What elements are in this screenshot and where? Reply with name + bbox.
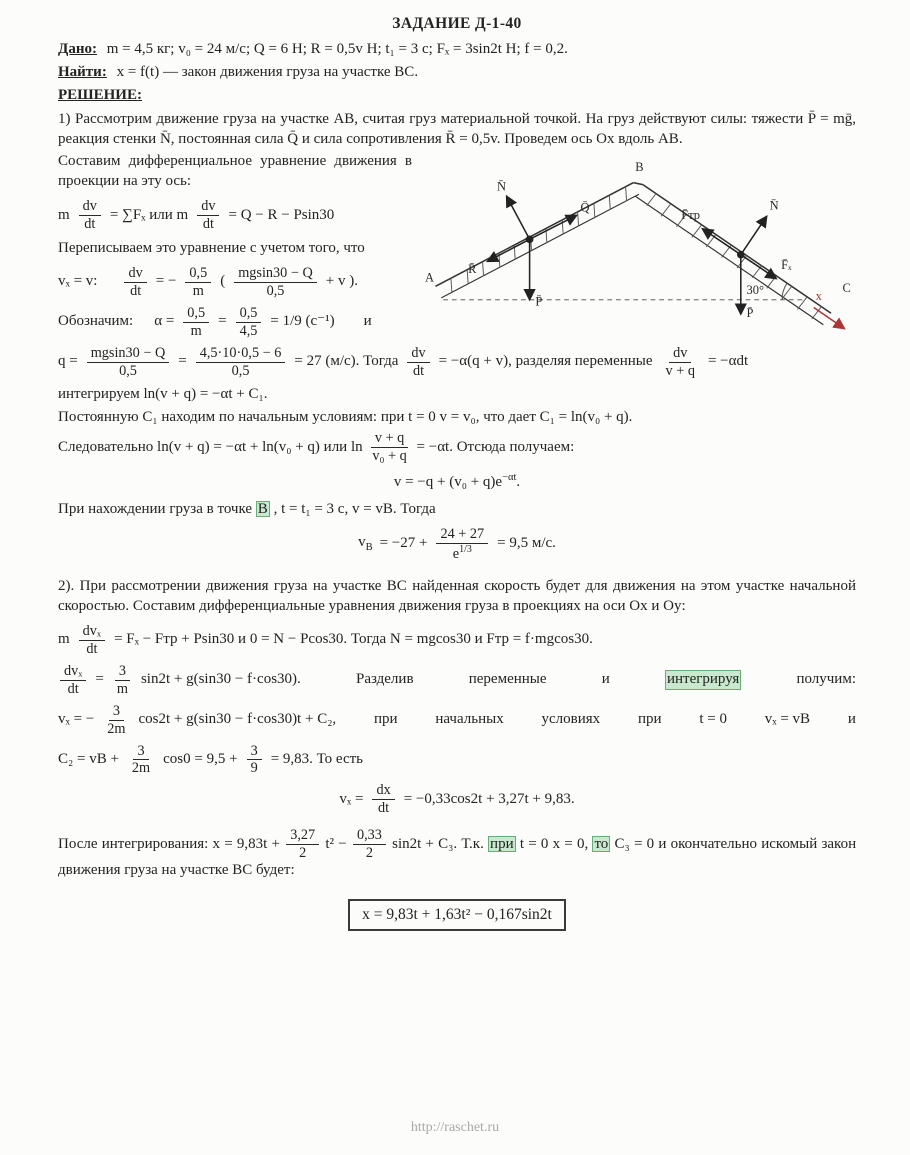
math-token: cos0 = 9,5 + [163, 751, 238, 768]
find-line [58, 63, 856, 83]
fraction: $\frac{\text{dvₓ}}{dt}$ [79, 624, 105, 657]
rewrite-line: Переписываем это уравнение с учетом того, что [58, 239, 365, 256]
math-token: = −αt. Отсюда получаем: [416, 438, 575, 455]
math-token: m [58, 631, 70, 648]
fraction: $\frac{0,5}{m}$ [183, 306, 209, 339]
math-token: t = 0 x = 0, [519, 836, 589, 853]
point-b-label: B [635, 160, 644, 175]
math-token: ln(v + q) = −αt + C₁. [143, 386, 268, 403]
fraction: $\frac{3}{2m}$ [107, 702, 126, 737]
fraction: $\frac{3}{m}$ [113, 664, 132, 697]
math-token: cos2t + g(sin30 − f·cos30)t + C₂, [138, 711, 337, 728]
paragraph-hence [58, 431, 856, 464]
right-block-forces [681, 199, 792, 321]
highlighted-word: B [257, 500, 268, 517]
fraction: $\frac{3}{2m}$ [131, 742, 151, 777]
paragraph-2: 2). При рассмотрении движения груза на участке BC найденная скорость будет для движения на этом участке начальной скоростью. Составим дифференциальные уравнения движения груза в проекциях на оси Ox и Oy: [58, 578, 856, 614]
fraction: $\frac{0,33}{2}$ [353, 828, 386, 861]
paragraph-final-integration [58, 828, 856, 881]
fraction: $\frac{dv}{dt}$ [124, 266, 146, 299]
math-token: sin2t + C₃. [392, 836, 458, 853]
math-token: vₓ = − [58, 711, 95, 728]
math-token: t² − [325, 836, 347, 853]
math-token: = 27 (м/с). Тогда [294, 353, 399, 370]
fraction: $\frac{4,5\cdot 10\cdot 0,5 - 6}{0,5}$ [196, 346, 286, 379]
fraction: $\frac{dv}{dt}$ [197, 199, 219, 232]
force-p-left-label: P̄ [535, 294, 543, 309]
force-ftr-label: F̄тр [681, 208, 701, 223]
math-token: $v = -q + (v_0 + q)e^{-\alpha t}$. [393, 471, 521, 490]
fraction: $\frac{v + q}{\text{v₀ + q}}$ [372, 430, 407, 464]
fraction: $\frac{0,5}{m}$ [185, 266, 211, 299]
equation-separated [58, 266, 412, 299]
find-text: x = f(t) — закон движения груза на участке BC. [116, 64, 419, 81]
text-run: начальных [435, 711, 504, 728]
footer-url: http://raschet.ru [410, 1119, 500, 1135]
highlighted-word: при [490, 836, 514, 853]
text-run: После интегрирования: [58, 836, 209, 853]
math-token: = 9,83. То есть [270, 751, 364, 768]
math-token: = −0,33cos2t + 3,27t + 9,83. [403, 790, 575, 807]
math-token: x = 9,83t + [212, 836, 281, 853]
equation-vx-final [58, 783, 856, 816]
equation-denote [58, 306, 412, 339]
equation-vb [58, 527, 856, 562]
math-token: t = 0 [699, 711, 727, 728]
math-token: α = [154, 313, 175, 330]
highlighted-word: интегрируя [665, 670, 741, 690]
math-token: = 1/9 (с⁻¹) [270, 313, 335, 330]
equation-c2 [58, 744, 856, 777]
text-run: при [373, 711, 398, 728]
ramp-bc [633, 183, 831, 325]
text-run: , t = t₁ = 3 с, v = vB. Тогда [273, 500, 436, 517]
math-group [58, 664, 301, 697]
force-p-right-label: P̄ [746, 306, 754, 321]
x-axis-label: x [815, 289, 822, 304]
x-axis [814, 289, 845, 329]
math-token: = [218, 313, 227, 330]
paragraph-point-b [58, 500, 856, 520]
force-fx-label: F̄ₓ [781, 258, 792, 273]
equation-q-value [58, 346, 856, 379]
paragraph-c1: Постоянную C₁ находим по начальным условиям: при t = 0 v = v₀, что дает C₁ = ln(v₀ + q). [58, 409, 633, 426]
left-block-forces [468, 180, 589, 309]
find-label: Найти: [58, 64, 107, 81]
math-token: + v ). [325, 273, 358, 290]
integrate-line [58, 385, 856, 405]
fraction: $\frac{mgsin30 - Q}{0,5}$ [87, 346, 170, 379]
math-token: = Fₓ − Fтр + Psin30 и 0 = N − Pcos30. Тогда N = mgcos30 и Fтр = f·mgcos30. [114, 631, 593, 648]
point-a-label: A [424, 270, 434, 285]
math-token: = − [155, 273, 177, 290]
angle-label: 30° [746, 283, 765, 298]
given-label: Дано: [58, 41, 97, 58]
fraction: $\frac{dx}{dt}$ [372, 783, 394, 816]
fraction: $\frac{24 + 27}{e^{1/3}}$ [436, 527, 488, 562]
text-run: переменные [468, 671, 547, 688]
given-values: m = 4,5 кг; v₀ = 24 м/с; Q = 6 Н; R = 0,5v Н; t₁ = 3 с; Fₓ = 3sin2t Н; f = 0,2. [106, 41, 568, 58]
given-line [58, 40, 856, 60]
math-token: = −27 + [379, 534, 428, 551]
hatch-right [647, 194, 822, 320]
equation-motion-ab [58, 199, 412, 232]
math-token: $v_B$ [358, 533, 373, 553]
text-run: При нахождении груза в точке [58, 500, 253, 517]
math-token: vₓ = v: [58, 273, 98, 290]
math-token: = [178, 353, 187, 370]
text-run: интегрируем [58, 386, 140, 403]
fraction: $\frac{mgsin30 - Q}{0,5}$ [234, 266, 317, 299]
math-group [58, 704, 336, 737]
page-title: ЗАДАНИЕ Д-1-40 [392, 15, 522, 32]
force-n-right-label: N̄ [769, 198, 779, 213]
ramp-ab [436, 183, 640, 298]
text-run: получим: [796, 671, 856, 688]
text-run: и [601, 671, 610, 688]
incline-diagram [424, 154, 856, 340]
paragraph-1: 1) Рассмотрим движение груза на участке AB, считая груз материальной точкой. На груз действуют силы: тяжести P̄ = mḡ, реакция стенки N̄, постоянная сила Q̄ и сила сопротивления R̄ = 0,5v. Проведем ось Ox вдоль AB. [58, 110, 856, 147]
math-token: q = [58, 353, 78, 370]
text-run: при [637, 711, 662, 728]
math-token: sin2t + g(sin30 − f·cos30). [140, 671, 301, 688]
fraction: $\frac{0,5}{4,5}$ [236, 306, 262, 339]
text-run: окончательно искомый закон движения груза на участке BC будет: [58, 836, 857, 879]
equation-dvx [58, 664, 856, 697]
equation-motion-bc [58, 624, 856, 657]
math-token: = −αdt [707, 353, 749, 370]
force-n-left-label: N̄ [496, 179, 506, 194]
equation-vx [58, 704, 856, 737]
math-token: и [363, 313, 372, 330]
final-answer-box: x = 9,83t + 1,63t² − 0,167sin2t [348, 899, 566, 931]
highlighted-word: то [594, 836, 609, 853]
math-token: = [95, 671, 104, 688]
paragraph-1b: Составим дифференциальное уравнение движения в проекции на эту ось: [58, 153, 412, 190]
fraction: $\frac{dv}{dt}$ [407, 346, 429, 379]
fraction: $\frac{3}{9}$ [247, 744, 262, 777]
text-run: Т.к. [461, 836, 484, 853]
hatch-left [451, 187, 627, 293]
math-token: = Q − R − Psin30 [228, 206, 335, 223]
fraction: $\frac{3,27}{2}$ [286, 828, 319, 861]
math-token: C₂ = vB + [58, 751, 119, 768]
point-c-label: C [842, 281, 851, 296]
equation-velocity-law [58, 471, 856, 493]
math-token: C₃ = 0 и [614, 836, 667, 853]
solution-label: РЕШЕНИЕ: [58, 87, 142, 104]
text-run: Разделив [355, 671, 414, 688]
fraction: $\frac{dv}{dt}$ [79, 199, 101, 232]
fraction: $\frac{\text{dvₓ}}{dt}$ [60, 664, 86, 697]
math-token: m [58, 206, 70, 223]
text-run: Следовательно ln(v + q) = −αt + ln(v₀ + q) или ln [58, 438, 363, 455]
math-token: vₓ = [339, 790, 364, 807]
fraction: $\frac{dv}{v + q}$ [665, 344, 695, 379]
text-run: Обозначим: [58, 313, 134, 330]
final-answer-wrap [58, 899, 856, 931]
math-token: = ∑Fₓ или m [109, 206, 189, 223]
mechanics-figure [424, 154, 856, 340]
force-r-label: R̄ [468, 262, 477, 277]
text-run: условиях [541, 711, 601, 728]
math-token: vₓ = vB [764, 711, 811, 728]
text-run: и [847, 711, 856, 728]
math-token: ( [220, 273, 226, 290]
force-q-label: Q̄ [580, 200, 590, 215]
math-token: = −α(q + v), разделяя переменные [438, 353, 653, 370]
math-token: = 9,5 м/с. [497, 534, 556, 551]
